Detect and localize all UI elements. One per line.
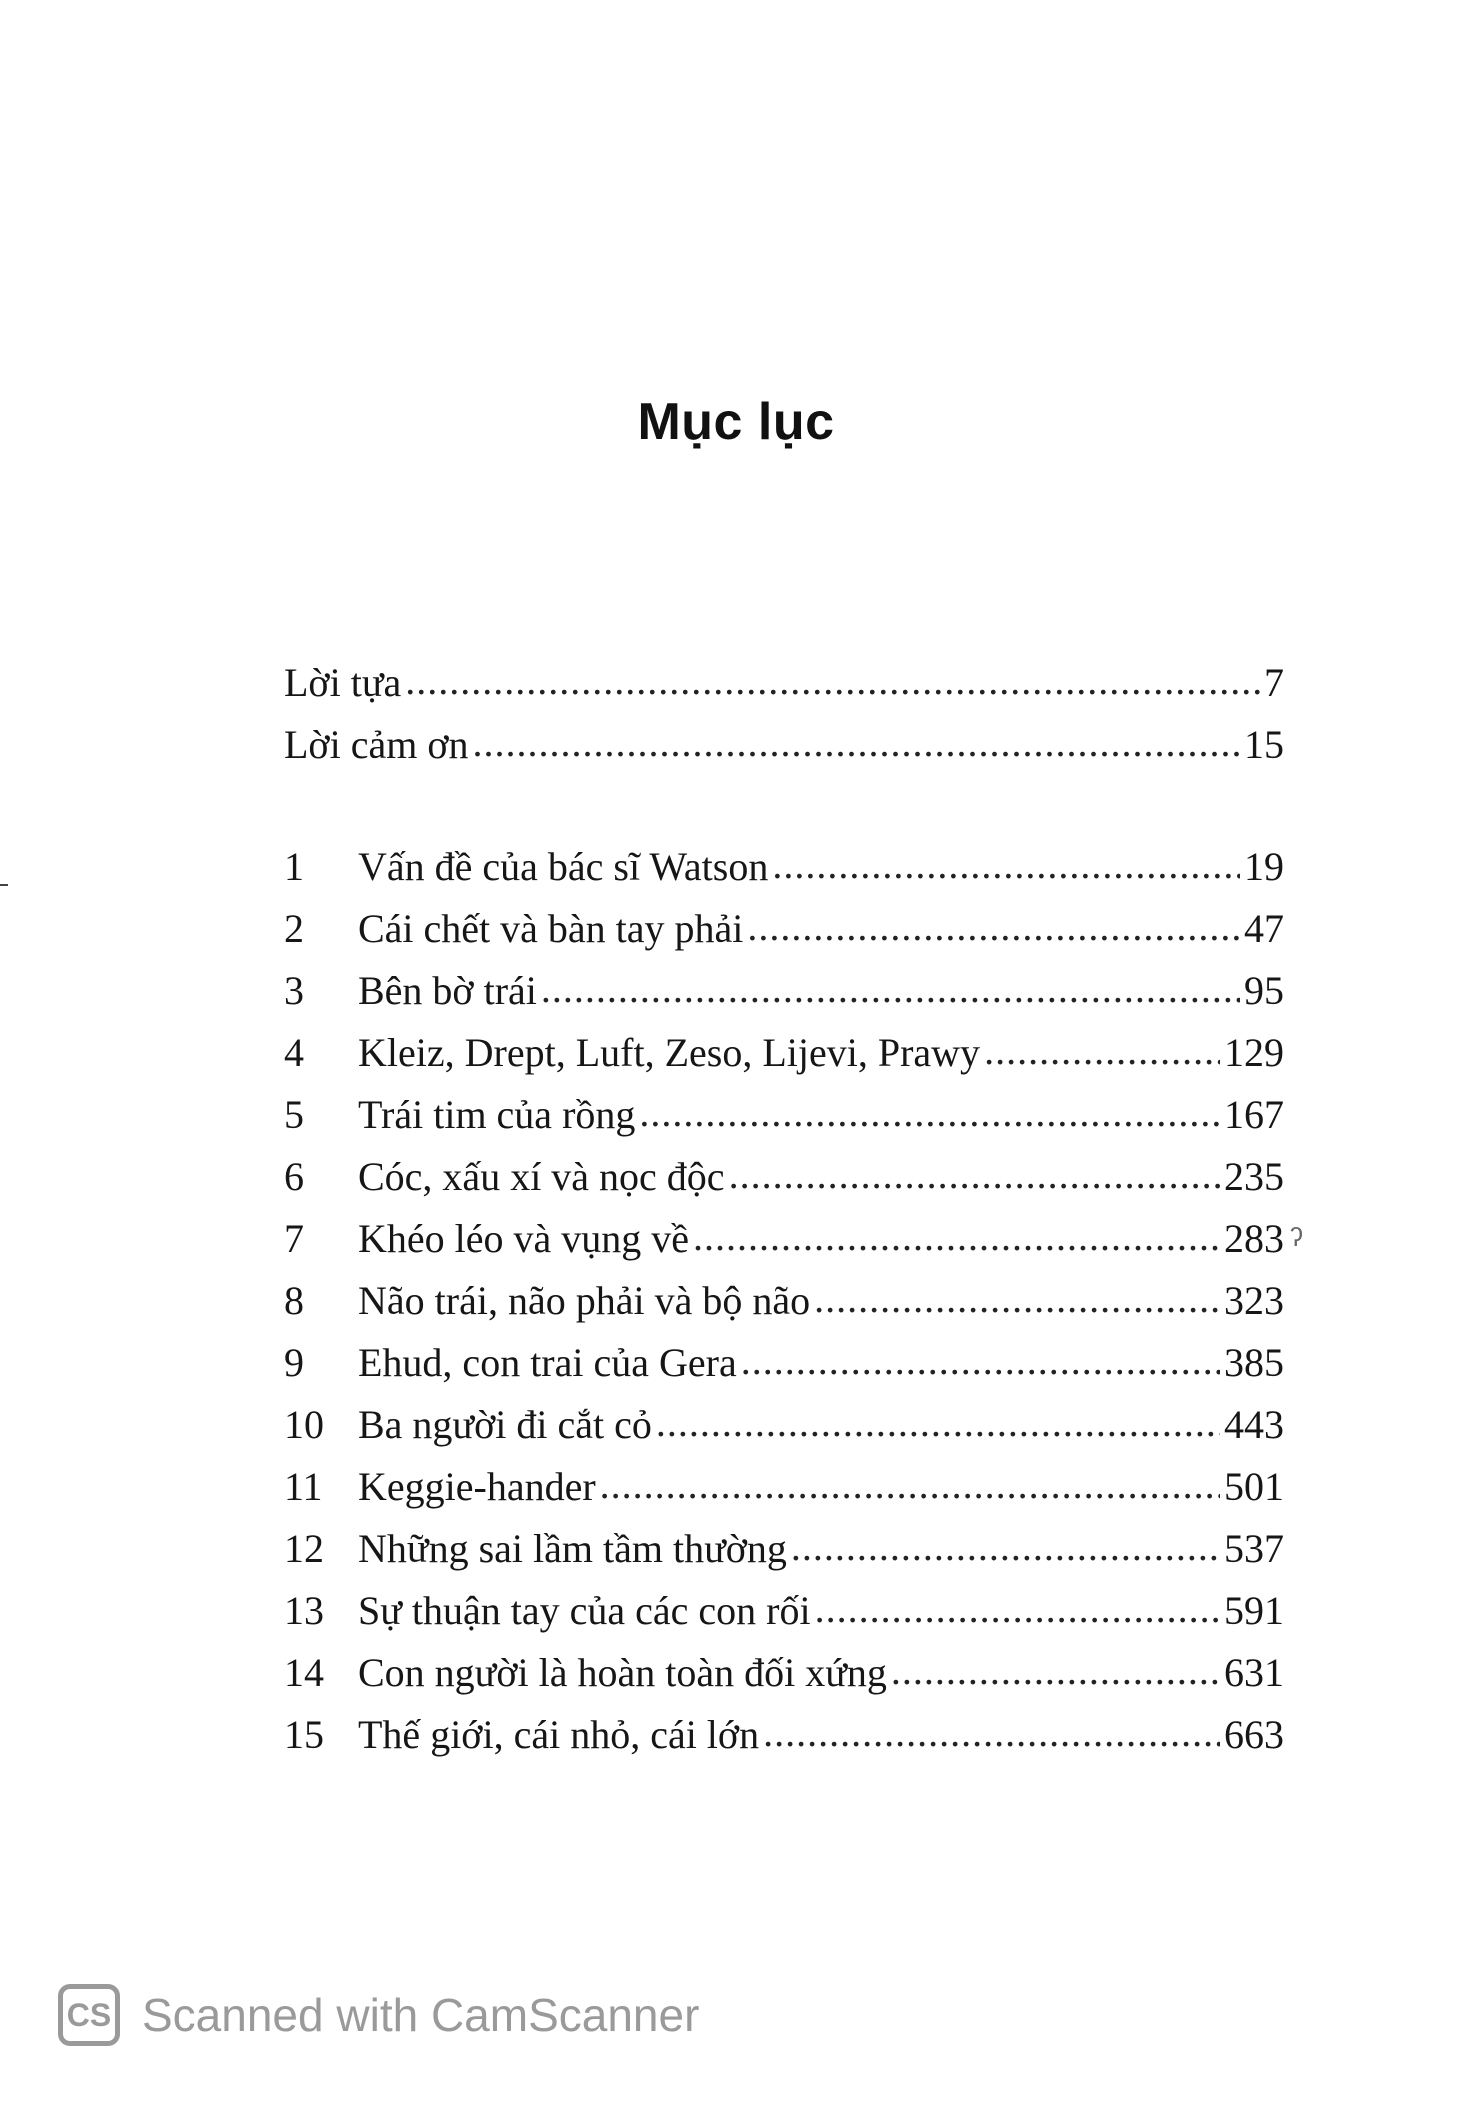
chapter-title: Kleiz, Drept, Luft, Zeso, Lijevi, Prawy	[358, 1030, 981, 1075]
chapter-entry	[284, 1456, 1284, 1518]
toc-entry	[284, 652, 1284, 714]
dot-leader	[791, 1516, 1220, 1578]
dot-leader	[984, 1020, 1220, 1082]
chapter-entry	[284, 1208, 1284, 1270]
chapter-title: Khéo léo và vụng về	[358, 1216, 690, 1261]
dot-leader	[405, 650, 1260, 712]
toc-entry-page: 7	[1264, 660, 1284, 705]
chapter-number: 7	[284, 1216, 304, 1261]
chapter-number: 9	[284, 1340, 304, 1385]
chapter-number: 8	[284, 1278, 304, 1323]
chapter-number: 4	[284, 1030, 304, 1075]
chapter-page: 537	[1224, 1526, 1284, 1571]
page-title: Mục lục	[637, 393, 835, 451]
chapter-page: 591	[1224, 1588, 1284, 1633]
scan-edge-mark	[0, 884, 8, 886]
chapter-title: Ehud, con trai của Gera	[358, 1340, 737, 1385]
chapter-page: 501	[1224, 1464, 1284, 1509]
chapter-entry	[284, 1022, 1284, 1084]
chapter-entry	[284, 1580, 1284, 1642]
chapter-number: 15	[284, 1712, 324, 1757]
chapter-number: 3	[284, 968, 304, 1013]
chapter-title: Những sai lầm tầm thường	[358, 1526, 787, 1571]
chapter-title: Vấn đề của bác sĩ Watson	[358, 844, 769, 889]
chapter-number: 11	[284, 1464, 323, 1509]
chapter-title: Cái chết và bàn tay phải	[358, 906, 744, 951]
chapter-page: 167	[1224, 1092, 1284, 1137]
chapter-number: 1	[284, 844, 304, 889]
dot-leader	[763, 1702, 1220, 1764]
toc-entry-label: Lời tựa	[284, 660, 402, 705]
dot-leader	[472, 712, 1240, 774]
dot-leader	[741, 1330, 1220, 1392]
chapter-number: 14	[284, 1650, 324, 1695]
chapter-entry	[284, 1394, 1284, 1456]
dot-leader	[815, 1578, 1220, 1640]
chapter-title: Thế giới, cái nhỏ, cái lớn	[358, 1712, 760, 1757]
toc-entry	[284, 714, 1284, 776]
chapter-entry	[284, 1642, 1284, 1704]
dot-leader	[729, 1144, 1220, 1206]
chapter-title: Ba người đi cắt cỏ	[358, 1402, 652, 1447]
front-matter-list	[284, 652, 1284, 776]
dot-leader	[600, 1454, 1220, 1516]
scanner-watermark	[58, 1984, 699, 2046]
chapter-entry	[284, 1270, 1284, 1332]
chapter-title: Trái tim của rồng	[358, 1092, 636, 1137]
chapter-page: 631	[1224, 1650, 1284, 1695]
chapter-page: 235	[1224, 1154, 1284, 1199]
chapter-entry	[284, 1518, 1284, 1580]
chapter-page: 19	[1244, 844, 1284, 889]
chapter-page: 443	[1224, 1402, 1284, 1447]
chapter-title: Bên bờ trái	[358, 968, 537, 1013]
chapter-page: 323	[1224, 1278, 1284, 1323]
chapter-list	[284, 836, 1284, 1766]
chapter-page: 283	[1224, 1216, 1284, 1261]
chapter-entry	[284, 1084, 1284, 1146]
chapter-entry	[284, 1146, 1284, 1208]
camscanner-logo-icon: CS	[58, 1984, 120, 2046]
dot-leader	[772, 834, 1240, 896]
chapter-title: Con người là hoàn toàn đối xứng	[358, 1650, 887, 1695]
dot-leader	[747, 896, 1240, 958]
chapter-number: 6	[284, 1154, 304, 1199]
dot-leader	[693, 1206, 1220, 1268]
margin-mark: ʔ	[1290, 1222, 1303, 1252]
toc-entry-label: Lời cảm ơn	[284, 722, 469, 767]
chapter-title: Keggie-hander	[358, 1464, 596, 1509]
dot-leader	[656, 1392, 1220, 1454]
chapter-number: 5	[284, 1092, 304, 1137]
chapter-title: Sự thuận tay của các con rối	[358, 1588, 811, 1633]
chapter-entry	[284, 960, 1284, 1022]
dot-leader	[814, 1268, 1220, 1330]
chapter-entry	[284, 898, 1284, 960]
chapter-entry	[284, 836, 1284, 898]
chapter-page: 663	[1224, 1712, 1284, 1757]
chapter-title: Não trái, não phải và bộ não	[358, 1278, 811, 1323]
dot-leader	[541, 958, 1240, 1020]
chapter-number: 13	[284, 1588, 324, 1633]
chapter-entry	[284, 1704, 1284, 1766]
chapter-page: 95	[1244, 968, 1284, 1013]
dot-leader	[639, 1082, 1220, 1144]
chapter-title: Cóc, xấu xí và nọc độc	[358, 1154, 725, 1199]
chapter-number: 2	[284, 906, 304, 951]
chapter-page: 47	[1244, 906, 1284, 951]
toc-entry-page: 15	[1244, 722, 1284, 767]
watermark-text: Scanned with CamScanner	[142, 1989, 700, 2041]
chapter-entry	[284, 1332, 1284, 1394]
chapter-page: 385	[1224, 1340, 1284, 1385]
chapter-page: 129	[1224, 1030, 1284, 1075]
chapter-number: 12	[284, 1526, 324, 1571]
dot-leader	[891, 1640, 1220, 1702]
chapter-number: 10	[284, 1402, 324, 1447]
